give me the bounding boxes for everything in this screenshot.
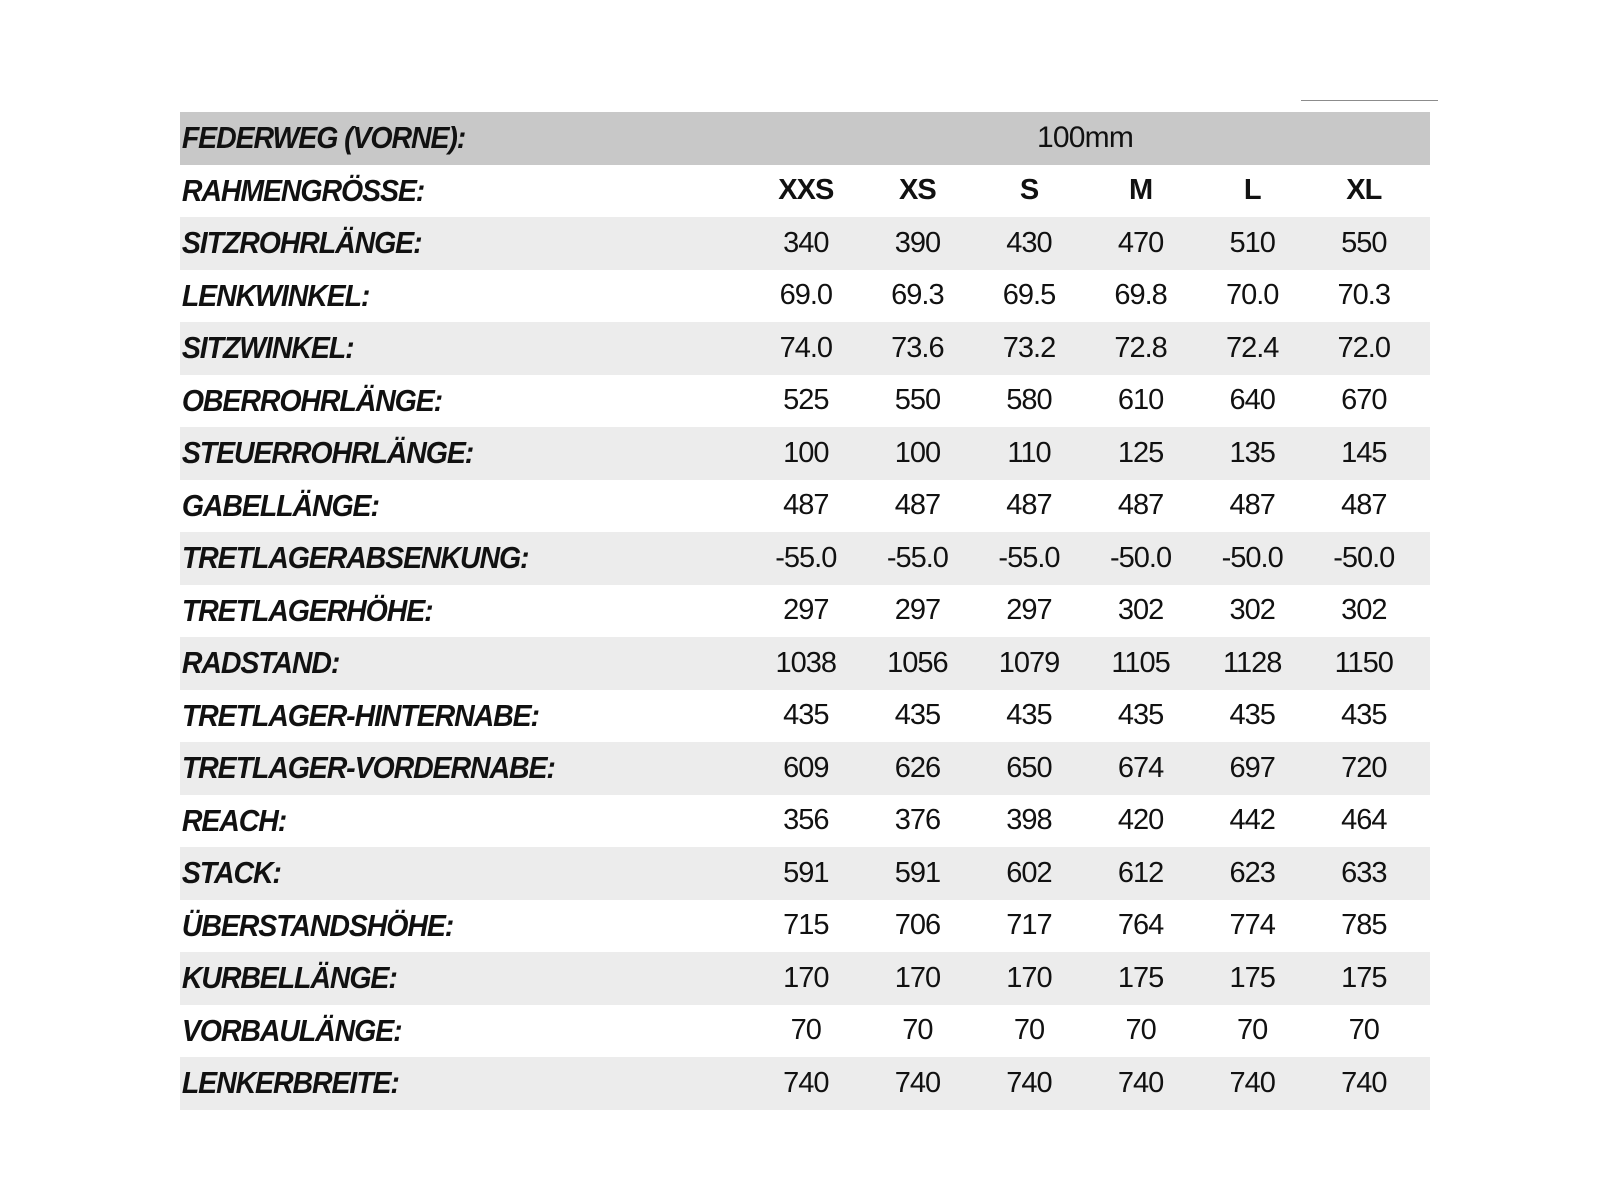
size-header-cell: S bbox=[1019, 174, 1039, 207]
value-cell: 70 bbox=[790, 1014, 821, 1047]
value-cell: 706 bbox=[894, 909, 941, 942]
row-label: ÜBERSTANDSHÖHE: bbox=[181, 907, 454, 943]
table-row bbox=[180, 1057, 1430, 1110]
table-row bbox=[180, 847, 1430, 900]
value-cell: 626 bbox=[894, 751, 941, 784]
value-cell: 72.8 bbox=[1114, 331, 1167, 364]
row-label: LENKWINKEL: bbox=[181, 277, 370, 313]
value-cell: 170 bbox=[783, 961, 829, 994]
value-cell: 591 bbox=[783, 856, 829, 889]
value-cell: 376 bbox=[894, 804, 941, 837]
value-cell: 717 bbox=[1006, 909, 1052, 942]
value-cell: 170 bbox=[894, 961, 941, 994]
table-row bbox=[180, 1005, 1430, 1058]
value-cell: 612 bbox=[1117, 856, 1164, 889]
travel-row bbox=[180, 112, 1430, 165]
row-label: RADSTAND: bbox=[181, 645, 340, 681]
table-row bbox=[180, 427, 1430, 480]
value-cell: 487 bbox=[783, 489, 829, 522]
row-values bbox=[750, 594, 1420, 627]
row-values bbox=[750, 279, 1420, 312]
table-row bbox=[180, 690, 1430, 743]
value-cell: 674 bbox=[1117, 751, 1164, 784]
value-cell: 302 bbox=[1117, 594, 1164, 627]
value-cell: 470 bbox=[1117, 226, 1164, 259]
value-cell: 774 bbox=[1229, 909, 1275, 942]
row-label: LENKERBREITE: bbox=[181, 1065, 399, 1101]
value-cell: 1105 bbox=[1111, 646, 1170, 679]
value-cell: 435 bbox=[783, 699, 829, 732]
row-values bbox=[750, 384, 1420, 417]
travel-value: 100mm bbox=[1036, 121, 1134, 155]
value-cell: 740 bbox=[1117, 1066, 1164, 1099]
value-cell: 100 bbox=[894, 436, 941, 469]
table-row bbox=[180, 270, 1430, 323]
value-cell: 1150 bbox=[1334, 646, 1393, 679]
value-cell: 1056 bbox=[887, 646, 948, 679]
size-header-cell: XL bbox=[1346, 174, 1382, 207]
value-cell: 715 bbox=[783, 909, 829, 942]
value-cell: 430 bbox=[1006, 226, 1052, 259]
row-values bbox=[750, 489, 1420, 522]
value-cell: 1079 bbox=[998, 646, 1060, 679]
value-cell: 720 bbox=[1341, 751, 1387, 784]
value-cell: 70 bbox=[1013, 1014, 1045, 1047]
value-cell: 602 bbox=[1006, 856, 1052, 889]
row-values bbox=[750, 437, 1420, 470]
value-cell: 633 bbox=[1341, 856, 1387, 889]
value-cell: 510 bbox=[1229, 226, 1275, 259]
row-values bbox=[750, 909, 1420, 942]
table-row bbox=[180, 742, 1430, 795]
row-label: TRETLAGER-HINTERNABE: bbox=[181, 697, 539, 733]
value-cell: 740 bbox=[1341, 1066, 1387, 1099]
value-cell: 175 bbox=[1229, 961, 1275, 994]
value-cell: 356 bbox=[783, 804, 829, 837]
value-cell: 487 bbox=[894, 489, 941, 522]
value-cell: 70 bbox=[1237, 1014, 1268, 1047]
value-cell: 69.8 bbox=[1114, 279, 1167, 312]
table-row bbox=[180, 217, 1430, 270]
value-cell: 591 bbox=[894, 856, 941, 889]
row-label: SITZWINKEL: bbox=[181, 330, 354, 366]
row-label: REACH: bbox=[181, 802, 287, 838]
value-cell: 550 bbox=[1341, 226, 1387, 259]
size-header-cell: XS bbox=[899, 174, 936, 207]
value-cell: 70.0 bbox=[1225, 279, 1279, 312]
table-row bbox=[180, 795, 1430, 848]
value-cell: 487 bbox=[1006, 489, 1052, 522]
value-cell: 72.0 bbox=[1337, 331, 1390, 364]
row-values bbox=[750, 857, 1420, 890]
value-cell: 1128 bbox=[1222, 646, 1282, 679]
value-cell: 487 bbox=[1229, 489, 1275, 522]
value-cell: 442 bbox=[1229, 804, 1275, 837]
frame-size-values bbox=[750, 174, 1420, 207]
row-values bbox=[750, 699, 1420, 732]
row-label: KURBELLÄNGE: bbox=[181, 960, 397, 996]
row-values bbox=[750, 1014, 1420, 1047]
value-cell: 764 bbox=[1117, 909, 1164, 942]
value-cell: 640 bbox=[1229, 384, 1275, 417]
value-cell: 650 bbox=[1006, 751, 1052, 784]
value-cell: 175 bbox=[1117, 961, 1164, 994]
value-cell: 435 bbox=[1341, 699, 1387, 732]
row-label: TRETLAGERHÖHE: bbox=[181, 592, 433, 628]
value-cell: -55.0 bbox=[998, 541, 1060, 574]
value-cell: 100 bbox=[783, 436, 829, 469]
value-cell: 297 bbox=[894, 594, 941, 627]
value-cell: 420 bbox=[1117, 804, 1164, 837]
value-cell: 550 bbox=[894, 384, 941, 417]
value-cell: 110 bbox=[1007, 436, 1051, 469]
table-row bbox=[180, 585, 1430, 638]
value-cell: 580 bbox=[1006, 384, 1052, 417]
row-label: GABELLÄNGE: bbox=[181, 487, 379, 523]
value-cell: 435 bbox=[1229, 699, 1275, 732]
value-cell: -55.0 bbox=[775, 541, 837, 574]
row-label: VORBAULÄNGE: bbox=[181, 1012, 402, 1048]
value-cell: -55.0 bbox=[886, 541, 948, 574]
value-cell: 170 bbox=[1006, 961, 1052, 994]
value-cell: 740 bbox=[894, 1066, 941, 1099]
value-cell: 70 bbox=[1348, 1014, 1379, 1047]
value-cell: 297 bbox=[783, 594, 829, 627]
value-cell: 740 bbox=[1006, 1066, 1052, 1099]
size-header-cell: L bbox=[1243, 174, 1261, 207]
value-cell: 69.0 bbox=[779, 279, 833, 312]
geometry-rows bbox=[180, 217, 1430, 1110]
value-cell: 610 bbox=[1117, 384, 1164, 417]
value-cell: 1038 bbox=[775, 646, 837, 679]
value-cell: 69.5 bbox=[1002, 279, 1056, 312]
frame-size-label: RAHMENGRÖSSE: bbox=[181, 172, 425, 208]
row-values bbox=[750, 1067, 1420, 1100]
value-cell: 623 bbox=[1229, 856, 1275, 889]
row-label: STACK: bbox=[181, 855, 281, 891]
row-values bbox=[750, 647, 1420, 680]
value-cell: 145 bbox=[1341, 436, 1387, 469]
value-cell: 487 bbox=[1117, 489, 1164, 522]
value-cell: 340 bbox=[783, 226, 829, 259]
value-cell: 487 bbox=[1341, 489, 1387, 522]
value-cell: 72.4 bbox=[1225, 331, 1279, 364]
value-cell: -50.0 bbox=[1221, 541, 1283, 574]
row-label: STEUERROHRLÄNGE: bbox=[181, 435, 474, 471]
value-cell: 73.6 bbox=[891, 331, 944, 364]
value-cell: 740 bbox=[783, 1066, 829, 1099]
value-cell: 390 bbox=[894, 226, 941, 259]
row-values bbox=[750, 804, 1420, 837]
value-cell: 135 bbox=[1229, 436, 1275, 469]
value-cell: 609 bbox=[783, 751, 829, 784]
value-cell: 74.0 bbox=[779, 331, 833, 364]
value-cell: 125 bbox=[1117, 436, 1164, 469]
value-cell: 525 bbox=[783, 384, 829, 417]
value-cell: 70 bbox=[1125, 1014, 1156, 1047]
value-cell: 73.2 bbox=[1002, 331, 1056, 364]
value-cell: 70 bbox=[902, 1014, 933, 1047]
table-row bbox=[180, 532, 1430, 585]
size-header-cell: M bbox=[1128, 174, 1153, 207]
value-cell: 464 bbox=[1341, 804, 1387, 837]
row-label: SITZROHRLÄNGE: bbox=[181, 225, 422, 261]
value-cell: 297 bbox=[1006, 594, 1052, 627]
value-cell: 175 bbox=[1341, 961, 1387, 994]
top-divider-line bbox=[1301, 100, 1438, 101]
value-cell: 670 bbox=[1341, 384, 1387, 417]
value-cell: -50.0 bbox=[1333, 541, 1395, 574]
value-cell: 70.3 bbox=[1337, 279, 1390, 312]
row-label: TRETLAGER-VORDERNABE: bbox=[181, 750, 555, 786]
row-values bbox=[750, 542, 1420, 575]
value-cell: -50.0 bbox=[1110, 541, 1172, 574]
table-row bbox=[180, 480, 1430, 533]
value-cell: 785 bbox=[1341, 909, 1387, 942]
table-row bbox=[180, 952, 1430, 1005]
table-row bbox=[180, 637, 1430, 690]
row-label: TRETLAGERABSENKUNG: bbox=[181, 540, 529, 576]
travel-label: FEDERWEG (VORNE): bbox=[181, 120, 466, 156]
table-row bbox=[180, 900, 1430, 953]
size-header-cell: XXS bbox=[778, 174, 834, 207]
row-values bbox=[750, 332, 1420, 365]
value-cell: 435 bbox=[894, 699, 941, 732]
row-values bbox=[750, 752, 1420, 785]
value-cell: 398 bbox=[1006, 804, 1052, 837]
value-cell: 302 bbox=[1341, 594, 1387, 627]
geometry-table bbox=[180, 112, 1430, 1110]
table-row bbox=[180, 375, 1430, 428]
row-values bbox=[750, 962, 1420, 995]
value-cell: 302 bbox=[1229, 594, 1275, 627]
value-cell: 740 bbox=[1229, 1066, 1275, 1099]
value-cell: 435 bbox=[1117, 699, 1164, 732]
value-cell: 69.3 bbox=[891, 279, 944, 312]
value-cell: 697 bbox=[1229, 751, 1275, 784]
row-values bbox=[750, 227, 1420, 260]
row-label: OBERROHRLÄNGE: bbox=[181, 382, 443, 418]
frame-size-row bbox=[180, 165, 1430, 218]
table-row bbox=[180, 322, 1430, 375]
value-cell: 435 bbox=[1006, 699, 1052, 732]
